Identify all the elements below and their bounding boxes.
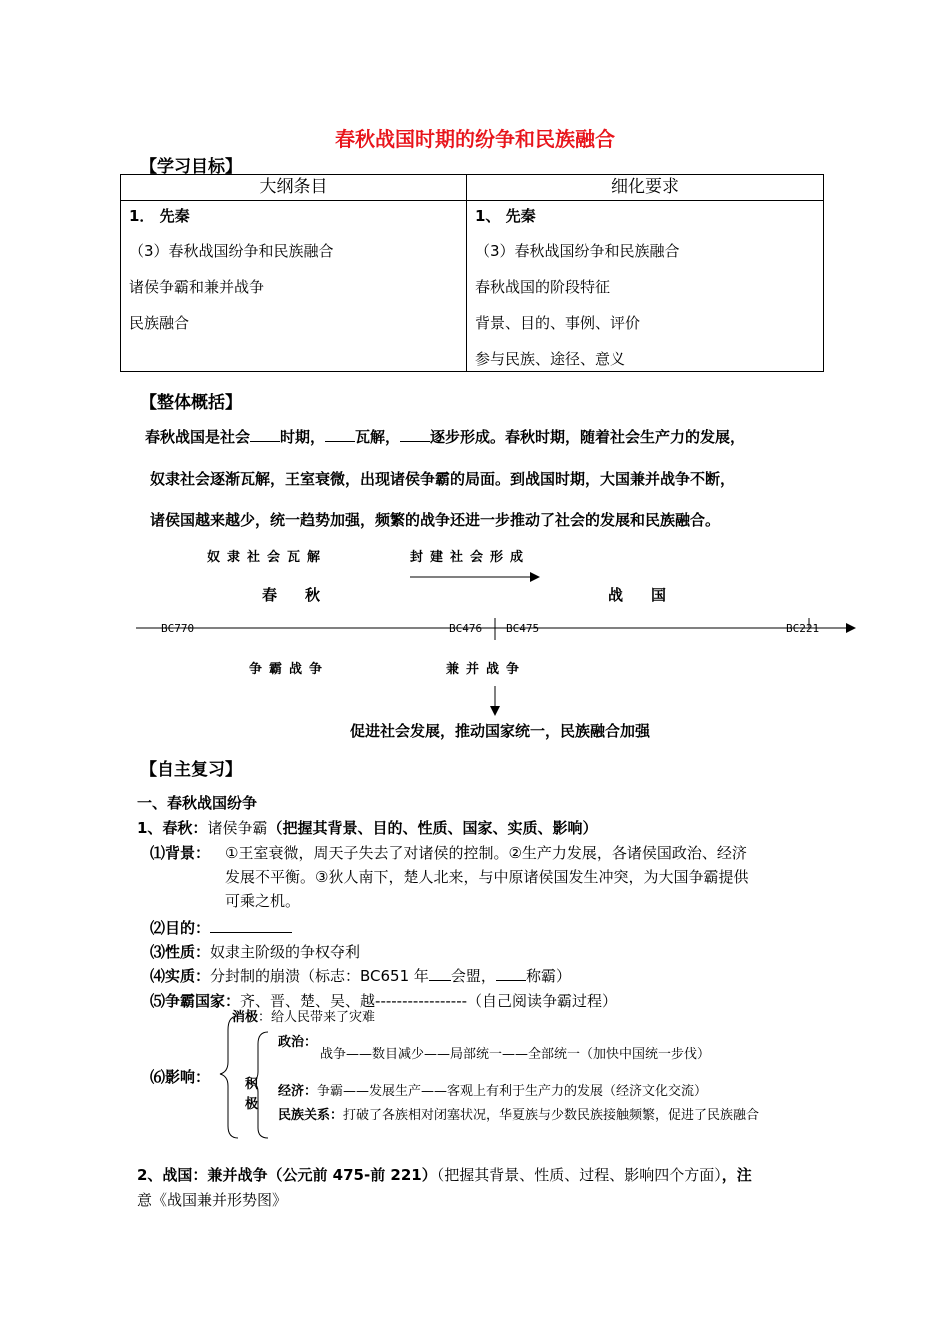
era-chunqiu: 春秋 bbox=[262, 586, 349, 604]
overview-line-1: 春秋战国是社会 时期， 瓦解， 逐步形成。春秋时期，随着社会生产力的发展， bbox=[145, 428, 746, 446]
review-s2: 2、战国：兼并战争（公元前 475-前 221）（把握其背景、性质、过程、影响四个方面），注 bbox=[137, 1166, 752, 1184]
tick-bc476: BC476 bbox=[449, 622, 483, 635]
goals-col-left: 大纲条目 bbox=[121, 175, 467, 201]
goals-right-l3: 春秋战国的阶段特征 bbox=[475, 278, 611, 296]
goals-heading: 【学习目标】 bbox=[140, 157, 242, 177]
review-s2-note: 意《战国兼并形势图》 bbox=[137, 1191, 288, 1209]
economy-row: 经济：争霸——发展生产——客观上有利于生产力的发展（经济文化交流） bbox=[278, 1084, 708, 1099]
politics-label: 政治： bbox=[278, 1035, 318, 1050]
influence-label: ⑹影响： bbox=[150, 1068, 211, 1086]
timeline-top-right: 封建社会形成 bbox=[410, 550, 531, 565]
goals-right-cell bbox=[467, 201, 823, 371]
timeline-top-left: 奴隶社会瓦解 bbox=[207, 550, 328, 565]
influence-negative: 消极：给人民带来了灾难 bbox=[232, 1010, 376, 1025]
goals-right-l4: 背景、目的、事例、评价 bbox=[475, 314, 641, 332]
review-h1: 一、春秋战国纷争 bbox=[137, 794, 258, 812]
states-row: ⑸争霸国家：齐、晋、楚、吴、越-----------------（自己阅读争霸过程） bbox=[150, 992, 618, 1010]
war-annexation: 兼并战争 bbox=[446, 662, 527, 677]
ethnic-row: 民族关系：打破了各族相对闭塞状况，华夏族与少数民族接触频繁，促进了民族融合 bbox=[278, 1108, 760, 1123]
bg-line-2: 发展不平衡。③狄人南下，楚人北来，与中原诸侯国发生冲突，为大国争霸提供 bbox=[225, 868, 749, 886]
timeline-lines bbox=[0, 560, 950, 720]
review-s1: 1、春秋：诸侯争霸（把握其背景、目的、性质、国家、实质、影响） bbox=[137, 819, 598, 837]
overview-heading: 【整体概括】 bbox=[140, 393, 242, 413]
goals-left-cell bbox=[121, 201, 466, 371]
bg-line-3: 可乘之机。 bbox=[225, 892, 301, 910]
goals-table bbox=[120, 174, 824, 372]
aim-row: ⑵目的： bbox=[150, 917, 292, 938]
goals-left-l2: （3）春秋战国纷争和民族融合 bbox=[129, 242, 334, 260]
nature-row: ⑶性质：奴隶主阶级的争权夺利 bbox=[150, 943, 361, 961]
review-heading: 【自主复习】 bbox=[140, 760, 242, 780]
politics-text: 战争——数目减少——局部统一——全部统一（加快中国统一步伐） bbox=[320, 1047, 711, 1062]
timeline-result: 促进社会发展，推动国家统一，民族融合加强 bbox=[350, 722, 651, 740]
positive-label-2: 极 bbox=[245, 1097, 259, 1112]
goals-right-l5: 参与民族、途径、意义 bbox=[475, 350, 626, 368]
goals-left-l3: 诸侯争霸和兼并战争 bbox=[129, 278, 265, 296]
goals-col-right: 细化要求 bbox=[467, 175, 824, 201]
tick-bc475: BC475 bbox=[506, 622, 540, 635]
tick-bc221: BC221 bbox=[786, 622, 820, 635]
overview-line-3: 诸侯国越来越少，统一趋势加强，频繁的战争还进一步推动了社会的发展和民族融合。 bbox=[150, 511, 721, 529]
positive-label-1: 积 bbox=[245, 1077, 259, 1092]
tick-bc770: BC770 bbox=[161, 622, 195, 635]
war-hegemony: 争霸战争 bbox=[249, 662, 330, 677]
page-title: 春秋战国时期的纷争和民族融合 bbox=[335, 127, 615, 151]
goals-left-l1: 1． 先秦 bbox=[129, 207, 190, 225]
bg-label: ⑴背景： bbox=[150, 844, 211, 862]
era-zhanguo: 战国 bbox=[608, 586, 695, 604]
influence-braces bbox=[200, 1010, 280, 1145]
bg-line-1: ①王室衰微，周天子失去了对诸侯的控制。②生产力发展，各诸侯国政治、经济 bbox=[225, 844, 747, 862]
goals-right-l1: 1、 先秦 bbox=[475, 207, 536, 225]
overview-line-2: 奴隶社会逐渐瓦解，王室衰微，出现诸侯争霸的局面。到战国时期，大国兼并战争不断， bbox=[150, 470, 736, 488]
essence-row: ⑷实质：分封制的崩溃（标志：BC651 年 会盟， 称霸） bbox=[150, 967, 571, 985]
goals-right-l2: （3）春秋战国纷争和民族融合 bbox=[475, 242, 680, 260]
goals-left-l4: 民族融合 bbox=[129, 314, 190, 332]
